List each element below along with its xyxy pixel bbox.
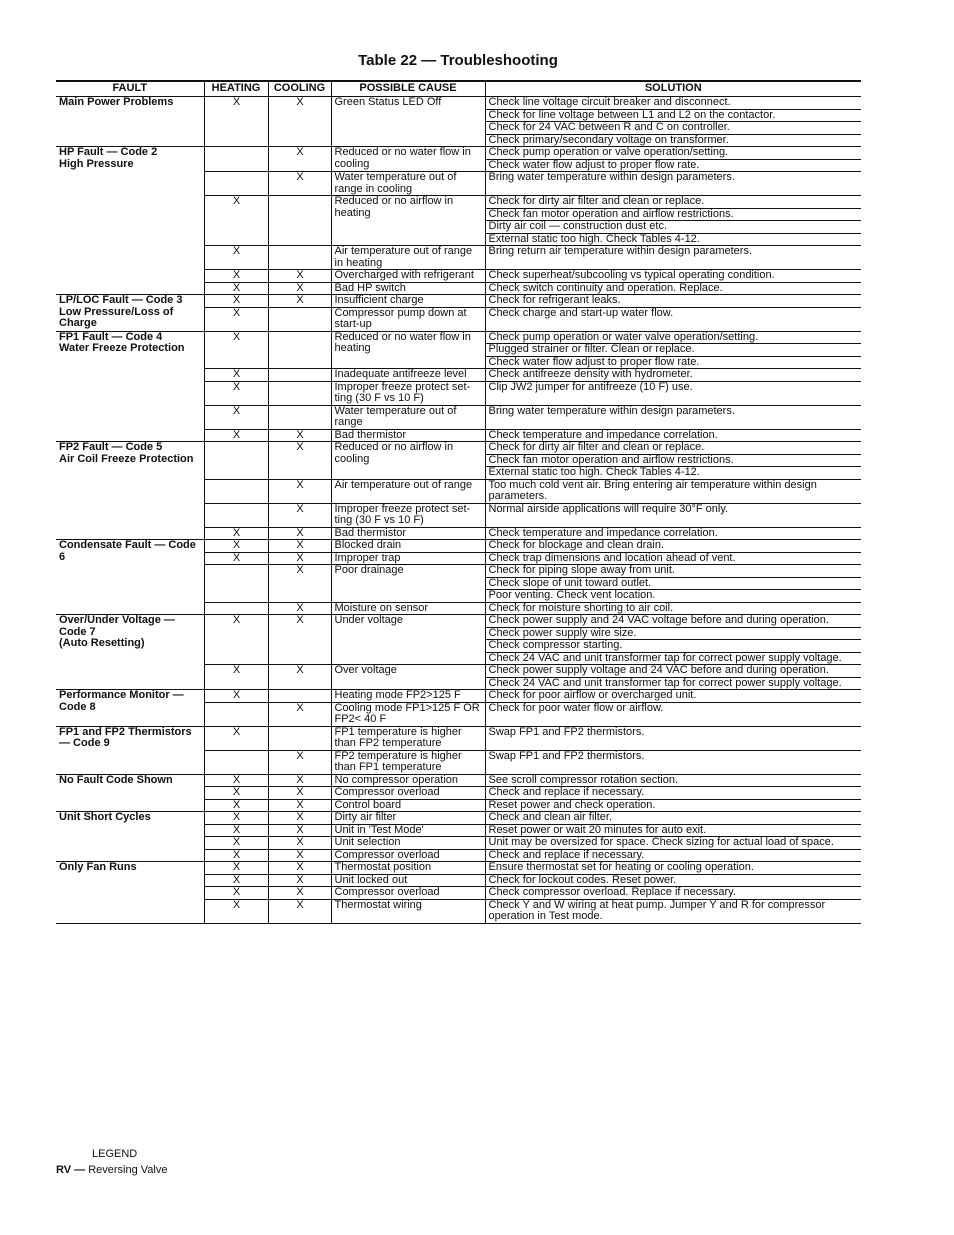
cooling-mark: X	[268, 887, 331, 900]
possible-cause: Control board	[331, 799, 485, 812]
possible-cause: Compressor overload	[331, 849, 485, 862]
heating-mark: X	[204, 270, 268, 283]
heating-mark	[204, 702, 268, 726]
solution: Check and clean air filter.	[485, 812, 861, 825]
possible-cause: Heating mode FP2>125 F	[331, 690, 485, 703]
solution: External static too high. Check Tables 4-12.	[485, 467, 861, 480]
cooling-mark	[268, 726, 331, 750]
solution: Check compressor starting.	[485, 640, 861, 653]
page-title: Table 22 — Troubleshooting	[358, 52, 558, 69]
heating-mark: X	[204, 369, 268, 382]
cooling-mark: X	[268, 602, 331, 615]
heating-mark: X	[204, 429, 268, 442]
possible-cause: Bad thermistor	[331, 429, 485, 442]
heating-mark: X	[204, 899, 268, 923]
solution: Check 24 VAC and unit transformer tap for correct power supply voltage.	[485, 677, 861, 690]
table-row	[56, 726, 861, 750]
possible-cause: No compressor operation	[331, 774, 485, 787]
cooling-mark: X	[268, 799, 331, 812]
solution: Too much cold vent air. Bring entering air temperature within design parameters.	[485, 479, 861, 503]
possible-cause: FP2 temperature is higher than FP1 temperature	[331, 750, 485, 774]
table-row	[56, 812, 861, 825]
solution: Check power supply wire size.	[485, 627, 861, 640]
heating-mark: X	[204, 246, 268, 270]
cooling-mark: X	[268, 97, 331, 147]
heating-mark: X	[204, 874, 268, 887]
cooling-mark: X	[268, 295, 331, 308]
table-row	[56, 690, 861, 703]
heating-mark: X	[204, 615, 268, 665]
possible-cause: Inadequate antifreeze level	[331, 369, 485, 382]
possible-cause: Compressor pump down at start-up	[331, 307, 485, 331]
solution: See scroll compressor rotation section.	[485, 774, 861, 787]
cooling-mark: X	[268, 270, 331, 283]
cooling-mark	[268, 369, 331, 382]
column-header-cooling: COOLING	[268, 81, 331, 97]
cooling-mark: X	[268, 665, 331, 690]
fault-name: LP/LOC Fault — Code 3 Low Pressure/Loss of Charge	[56, 295, 204, 332]
solution: Check 24 VAC and unit transformer tap for correct power supply voltage.	[485, 652, 861, 665]
heating-mark: X	[204, 787, 268, 800]
possible-cause: Moisture on sensor	[331, 602, 485, 615]
fault-name: FP2 Fault — Code 5 Air Coil Freeze Protection	[56, 442, 204, 540]
cooling-mark: X	[268, 750, 331, 774]
solution: External static too high. Check Tables 4-12.	[485, 233, 861, 246]
possible-cause: Bad thermistor	[331, 527, 485, 540]
cooling-mark	[268, 307, 331, 331]
possible-cause: Improper trap	[331, 552, 485, 565]
cooling-mark: X	[268, 774, 331, 787]
heating-mark: X	[204, 837, 268, 850]
solution: Check for poor water flow or airflow.	[485, 702, 861, 726]
solution: Check water flow adjust to proper flow rate.	[485, 159, 861, 172]
heating-mark	[204, 750, 268, 774]
solution: Check compressor overload. Replace if necessary.	[485, 887, 861, 900]
possible-cause: Green Status LED Off	[331, 97, 485, 147]
cooling-mark: X	[268, 702, 331, 726]
solution: Check for dirty air filter and clean or replace.	[485, 196, 861, 209]
cooling-mark	[268, 405, 331, 429]
possible-cause: Under voltage	[331, 615, 485, 665]
cooling-mark: X	[268, 849, 331, 862]
cooling-mark: X	[268, 837, 331, 850]
solution: Bring water temperature within design parameters.	[485, 172, 861, 196]
heating-mark: X	[204, 405, 268, 429]
solution: Check trap dimensions and location ahead of vent.	[485, 552, 861, 565]
cooling-mark: X	[268, 442, 331, 480]
table-row	[56, 774, 861, 787]
legend-entry	[56, 1164, 167, 1176]
possible-cause: Poor drainage	[331, 565, 485, 603]
cooling-mark: X	[268, 862, 331, 875]
heating-mark: X	[204, 812, 268, 825]
heating-mark: X	[204, 527, 268, 540]
possible-cause: Cooling mode FP1>125 F OR FP2< 40 F	[331, 702, 485, 726]
heating-mark: X	[204, 196, 268, 246]
column-header-fault: FAULT	[56, 81, 204, 97]
heating-mark: X	[204, 331, 268, 369]
solution: Swap FP1 and FP2 thermistors.	[485, 726, 861, 750]
possible-cause: Insufficient charge	[331, 295, 485, 308]
solution: Check primary/secondary voltage on transformer.	[485, 134, 861, 147]
solution: Check fan motor operation and airflow restrictions.	[485, 208, 861, 221]
cooling-mark: X	[268, 874, 331, 887]
possible-cause: Dirty air filter	[331, 812, 485, 825]
heating-mark	[204, 442, 268, 480]
legend-abbreviation: RV —	[56, 1164, 86, 1176]
solution: Check antifreeze density with hydrometer.	[485, 369, 861, 382]
solution: Check for line voltage between L1 and L2 on the contactor.	[485, 109, 861, 122]
cooling-mark: X	[268, 527, 331, 540]
solution: Check and replace if necessary.	[485, 787, 861, 800]
solution: Check line voltage circuit breaker and disconnect.	[485, 97, 861, 110]
cooling-mark: X	[268, 429, 331, 442]
possible-cause: Bad HP switch	[331, 282, 485, 295]
solution: Check for piping slope away from unit.	[485, 565, 861, 578]
possible-cause: Thermostat position	[331, 862, 485, 875]
solution: Swap FP1 and FP2 thermistors.	[485, 750, 861, 774]
possible-cause: Reduced or no water flow in cooling	[331, 147, 485, 172]
cooling-mark: X	[268, 812, 331, 825]
solution: Check fan motor operation and airflow restrictions.	[485, 454, 861, 467]
troubleshooting-table	[56, 80, 861, 924]
solution: Check charge and start-up water flow.	[485, 307, 861, 331]
table-row	[56, 615, 861, 628]
heating-mark: X	[204, 862, 268, 875]
table-row	[56, 540, 861, 553]
fault-name: Performance Monitor — Code 8	[56, 690, 204, 727]
solution: Check for dirty air filter and clean or replace.	[485, 442, 861, 455]
solution: Check for lockout codes. Reset power.	[485, 874, 861, 887]
heating-mark	[204, 503, 268, 527]
solution: Unit may be oversized for space. Check sizing for actual load of space.	[485, 837, 861, 850]
solution: Reset power and check operation.	[485, 799, 861, 812]
cooling-mark: X	[268, 540, 331, 553]
cooling-mark	[268, 690, 331, 703]
possible-cause: Overcharged with refrigerant	[331, 270, 485, 283]
fault-name: No Fault Code Shown	[56, 774, 204, 812]
cooling-mark: X	[268, 172, 331, 196]
solution: Check for poor airflow or overcharged unit.	[485, 690, 861, 703]
table-body	[56, 97, 861, 924]
solution: Poor venting. Check vent location.	[485, 590, 861, 603]
heating-mark: X	[204, 799, 268, 812]
cooling-mark: X	[268, 282, 331, 295]
heating-mark	[204, 172, 268, 196]
cooling-mark: X	[268, 824, 331, 837]
possible-cause: Water temperature out of range in cooling	[331, 172, 485, 196]
solution: Check switch continuity and operation. Replace.	[485, 282, 861, 295]
solution: Check for refrigerant leaks.	[485, 295, 861, 308]
possible-cause: Unit locked out	[331, 874, 485, 887]
solution: Check power supply and 24 VAC voltage before and during operation.	[485, 615, 861, 628]
possible-cause: Reduced or no airflow in heating	[331, 196, 485, 246]
cooling-mark: X	[268, 899, 331, 923]
heating-mark: X	[204, 774, 268, 787]
cooling-mark: X	[268, 147, 331, 172]
possible-cause: Improper freeze protect set-ting (30 F vs 10 F)	[331, 381, 485, 405]
cooling-mark	[268, 196, 331, 246]
fault-name: Over/Under Voltage — Code 7 (Auto Resetting)	[56, 615, 204, 690]
legend-text: Reversing Valve	[88, 1164, 168, 1176]
solution: Check temperature and impedance correlation.	[485, 429, 861, 442]
heating-mark: X	[204, 97, 268, 147]
fault-name: Condensate Fault — Code 6	[56, 540, 204, 615]
heating-mark: X	[204, 282, 268, 295]
table-row	[56, 331, 861, 344]
heating-mark: X	[204, 824, 268, 837]
solution: Check water flow adjust to proper flow rate.	[485, 356, 861, 369]
possible-cause: Unit selection	[331, 837, 485, 850]
cooling-mark: X	[268, 615, 331, 665]
legend-title: LEGEND	[92, 1148, 138, 1160]
cooling-mark: X	[268, 479, 331, 503]
heating-mark: X	[204, 381, 268, 405]
cooling-mark	[268, 381, 331, 405]
solution: Check Y and W wiring at heat pump. Jumper Y and R for compressor operation in Test mode.	[485, 899, 861, 923]
heating-mark: X	[204, 726, 268, 750]
solution: Ensure thermostat set for heating or cooling operation.	[485, 862, 861, 875]
solution: Check slope of unit toward outlet.	[485, 577, 861, 590]
solution: Check pump operation or valve operation/setting.	[485, 147, 861, 160]
table-row	[56, 97, 861, 110]
heating-mark: X	[204, 552, 268, 565]
cooling-mark: X	[268, 787, 331, 800]
column-header-solution: SOLUTION	[485, 81, 861, 97]
solution: Bring water temperature within design parameters.	[485, 405, 861, 429]
table-row	[56, 442, 861, 455]
solution: Check for blockage and clean drain.	[485, 540, 861, 553]
fault-name: Unit Short Cycles	[56, 812, 204, 862]
heating-mark	[204, 602, 268, 615]
solution: Reset power or wait 20 minutes for auto exit.	[485, 824, 861, 837]
heating-mark: X	[204, 665, 268, 690]
cooling-mark	[268, 246, 331, 270]
table-row	[56, 147, 861, 160]
heating-mark	[204, 565, 268, 603]
solution: Clip JW2 jumper for antifreeze (10 F) use.	[485, 381, 861, 405]
solution: Check power supply voltage and 24 VAC before and during operation.	[485, 665, 861, 678]
possible-cause: Air temperature out of range in heating	[331, 246, 485, 270]
solution: Check temperature and impedance correlation.	[485, 527, 861, 540]
solution: Normal airside applications will require 30°F only.	[485, 503, 861, 527]
table-row	[56, 295, 861, 308]
solution: Check for moisture shorting to air coil.	[485, 602, 861, 615]
heating-mark: X	[204, 295, 268, 308]
cooling-mark	[268, 331, 331, 369]
possible-cause: Water temperature out of range	[331, 405, 485, 429]
heating-mark: X	[204, 540, 268, 553]
fault-name: HP Fault — Code 2 High Pressure	[56, 147, 204, 295]
solution: Check for 24 VAC between R and C on controller.	[485, 122, 861, 135]
column-header-heating: HEATING	[204, 81, 268, 97]
possible-cause: Air temperature out of range	[331, 479, 485, 503]
heating-mark: X	[204, 887, 268, 900]
possible-cause: Blocked drain	[331, 540, 485, 553]
solution: Dirty air coil — construction dust etc.	[485, 221, 861, 234]
fault-name: FP1 and FP2 Thermistors — Code 9	[56, 726, 204, 774]
heating-mark: X	[204, 849, 268, 862]
possible-cause: Compressor overload	[331, 887, 485, 900]
column-header-possible-cause: POSSIBLE CAUSE	[331, 81, 485, 97]
cooling-mark: X	[268, 503, 331, 527]
heating-mark	[204, 147, 268, 172]
table-header-row	[56, 81, 861, 97]
possible-cause: Over voltage	[331, 665, 485, 690]
heating-mark: X	[204, 307, 268, 331]
heating-mark	[204, 479, 268, 503]
solution: Bring return air temperature within design parameters.	[485, 246, 861, 270]
cooling-mark: X	[268, 565, 331, 603]
possible-cause: Unit in 'Test Mode'	[331, 824, 485, 837]
possible-cause: Reduced or no water flow in heating	[331, 331, 485, 369]
solution: Check superheat/subcooling vs typical operating condition.	[485, 270, 861, 283]
possible-cause: Compressor overload	[331, 787, 485, 800]
table-row	[56, 862, 861, 875]
solution: Plugged strainer or filter. Clean or replace.	[485, 344, 861, 357]
possible-cause: FP1 temperature is higher than FP2 temperature	[331, 726, 485, 750]
cooling-mark: X	[268, 552, 331, 565]
fault-name: FP1 Fault — Code 4 Water Freeze Protection	[56, 331, 204, 442]
possible-cause: Reduced or no airflow in cooling	[331, 442, 485, 480]
possible-cause: Improper freeze protect set-ting (30 F vs 10 F)	[331, 503, 485, 527]
heating-mark: X	[204, 690, 268, 703]
possible-cause: Thermostat wiring	[331, 899, 485, 923]
fault-name: Main Power Problems	[56, 97, 204, 147]
solution: Check and replace if necessary.	[485, 849, 861, 862]
solution: Check pump operation or water valve operation/setting.	[485, 331, 861, 344]
fault-name: Only Fan Runs	[56, 862, 204, 924]
